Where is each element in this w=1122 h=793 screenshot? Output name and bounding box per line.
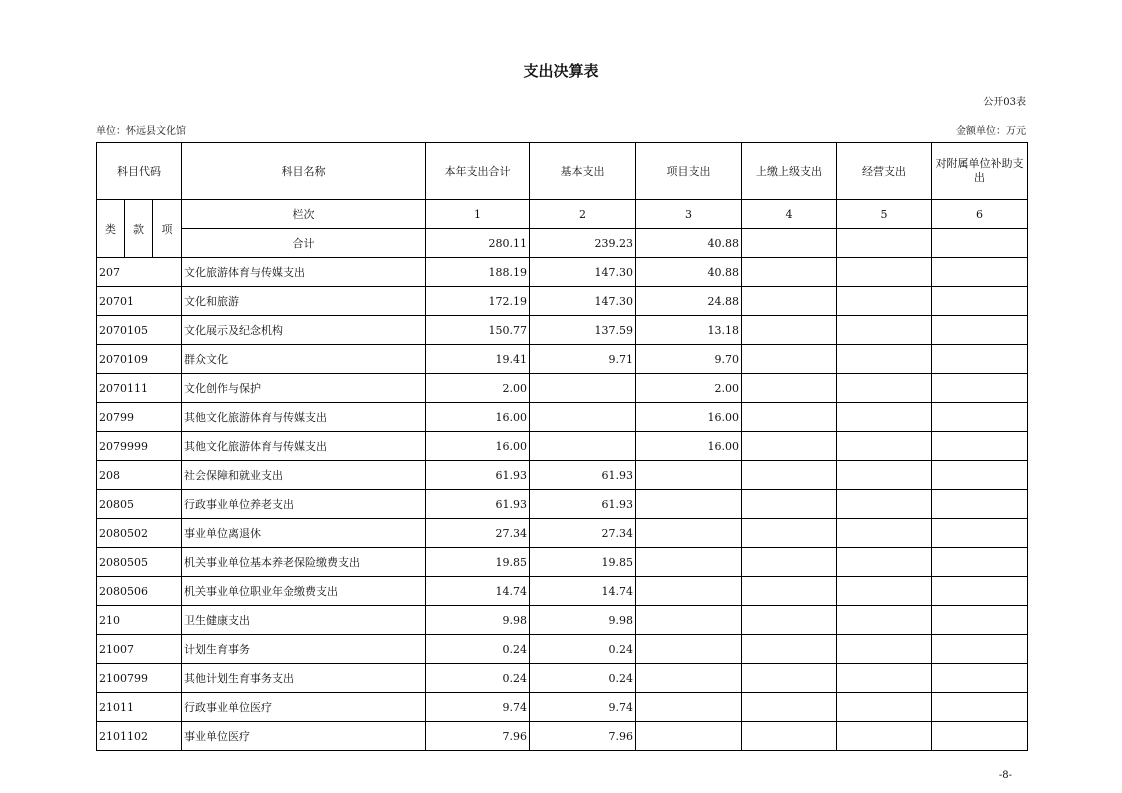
row-subsidy [932,432,1028,461]
table-row [97,403,1028,432]
col-number-5: 5 [837,200,932,229]
row-code: 2080502 [97,519,182,548]
header-upper: 上缴上级支出 [742,143,837,200]
row-subsidy [932,519,1028,548]
row-name: 机关事业单位职业年金缴费支出 [182,577,426,606]
table-row [97,258,1028,287]
row-basic [530,374,636,403]
row-subsidy [932,606,1028,635]
row-upper [742,722,837,751]
money-unit-label: 金额单位：万元 [956,126,1026,137]
page-number: -8- [998,770,1012,781]
row-code: 2070109 [97,345,182,374]
row-business [837,403,932,432]
row-total: 188.19 [426,258,530,287]
row-basic: 147.30 [530,258,636,287]
row-code: 2101102 [97,722,182,751]
row-subsidy [932,345,1028,374]
table-row [97,722,1028,751]
row-subsidy [932,635,1028,664]
row-subsidy [932,548,1028,577]
total-subsidy [932,229,1028,258]
row-total: 9.74 [426,693,530,722]
row-total: 16.00 [426,432,530,461]
row-business [837,548,932,577]
row-basic: 147.30 [530,287,636,316]
page-title: 支出决算表 [523,62,599,80]
header-xiang: 项 [153,200,182,258]
row-business [837,287,932,316]
row-business [837,722,932,751]
header-row [97,143,1028,200]
row-upper [742,635,837,664]
row-name: 其他文化旅游体育与传媒支出 [182,432,426,461]
row-code: 207 [97,258,182,287]
table-row [97,664,1028,693]
row-upper [742,519,837,548]
row-upper [742,287,837,316]
row-total: 14.74 [426,577,530,606]
row-total: 172.19 [426,287,530,316]
table-row [97,548,1028,577]
row-business [837,635,932,664]
row-project: 24.88 [636,287,742,316]
row-basic: 0.24 [530,635,636,664]
row-subsidy [932,693,1028,722]
row-subsidy [932,461,1028,490]
row-total: 0.24 [426,635,530,664]
header-name: 科目名称 [182,143,426,200]
row-basic [530,432,636,461]
table-row [97,490,1028,519]
row-business [837,461,932,490]
row-code: 2070111 [97,374,182,403]
total-row [97,229,1028,258]
row-project [636,490,742,519]
row-name: 其他计划生育事务支出 [182,664,426,693]
table-row [97,345,1028,374]
row-upper [742,548,837,577]
row-upper [742,461,837,490]
row-upper [742,664,837,693]
row-name: 群众文化 [182,345,426,374]
row-subsidy [932,374,1028,403]
row-name: 文化和旅游 [182,287,426,316]
row-basic: 9.74 [530,693,636,722]
table-row [97,432,1028,461]
row-code: 2080505 [97,548,182,577]
col-number-3: 3 [636,200,742,229]
row-basic: 9.98 [530,606,636,635]
row-project [636,606,742,635]
row-upper [742,577,837,606]
row-project [636,693,742,722]
row-project: 16.00 [636,403,742,432]
row-name: 事业单位医疗 [182,722,426,751]
row-code: 2080506 [97,577,182,606]
row-subsidy [932,287,1028,316]
row-code: 2070105 [97,316,182,345]
row-business [837,490,932,519]
row-project: 16.00 [636,432,742,461]
row-code: 20799 [97,403,182,432]
row-business [837,258,932,287]
row-project [636,635,742,664]
row-basic: 61.93 [530,490,636,519]
total-label: 合计 [182,229,426,258]
row-basic: 27.34 [530,519,636,548]
row-name: 文化展示及纪念机构 [182,316,426,345]
row-upper [742,316,837,345]
row-name: 文化旅游体育与传媒支出 [182,258,426,287]
total-basic: 239.23 [530,229,636,258]
row-subsidy [932,316,1028,345]
table-row [97,316,1028,345]
header-total: 本年支出合计 [426,143,530,200]
row-basic [530,403,636,432]
row-name: 文化创作与保护 [182,374,426,403]
row-name: 其他文化旅游体育与传媒支出 [182,403,426,432]
expenditure-table [96,142,1028,751]
row-code: 2100799 [97,664,182,693]
row-project [636,664,742,693]
row-upper [742,693,837,722]
row-name: 卫生健康支出 [182,606,426,635]
row-business [837,577,932,606]
row-subsidy [932,722,1028,751]
row-project: 13.18 [636,316,742,345]
row-upper [742,490,837,519]
row-business [837,606,932,635]
unit-label: 单位：怀远县文化馆 [96,126,186,137]
col-number-6: 6 [932,200,1028,229]
row-business [837,519,932,548]
table-row [97,374,1028,403]
row-code: 2079999 [97,432,182,461]
row-total: 150.77 [426,316,530,345]
row-basic: 9.71 [530,345,636,374]
row-upper [742,258,837,287]
row-total: 16.00 [426,403,530,432]
row-basic: 14.74 [530,577,636,606]
row-upper [742,403,837,432]
row-basic: 7.96 [530,722,636,751]
total-project: 40.88 [636,229,742,258]
row-upper [742,606,837,635]
row-upper [742,374,837,403]
row-project [636,722,742,751]
row-basic: 19.85 [530,548,636,577]
header-project: 项目支出 [636,143,742,200]
table-row [97,635,1028,664]
total-total: 280.11 [426,229,530,258]
row-business [837,316,932,345]
row-name: 机关事业单位基本养老保险缴费支出 [182,548,426,577]
row-code: 21007 [97,635,182,664]
header-code: 科目代码 [97,143,182,200]
row-total: 7.96 [426,722,530,751]
row-code: 208 [97,461,182,490]
row-project [636,519,742,548]
header-basic: 基本支出 [530,143,636,200]
row-project [636,461,742,490]
row-business [837,432,932,461]
row-code: 21011 [97,693,182,722]
row-project [636,548,742,577]
row-code: 210 [97,606,182,635]
row-total: 9.98 [426,606,530,635]
total-upper [742,229,837,258]
row-basic: 0.24 [530,664,636,693]
row-basic: 137.59 [530,316,636,345]
row-total: 0.24 [426,664,530,693]
row-total: 27.34 [426,519,530,548]
row-basic: 61.93 [530,461,636,490]
row-total: 19.85 [426,548,530,577]
row-code: 20805 [97,490,182,519]
column-number-row [97,200,1028,229]
col-number-1: 1 [426,200,530,229]
row-business [837,664,932,693]
table-row [97,693,1028,722]
row-project: 9.70 [636,345,742,374]
row-subsidy [932,490,1028,519]
row-name: 事业单位离退休 [182,519,426,548]
total-business [837,229,932,258]
table-row [97,287,1028,316]
table-row [97,606,1028,635]
row-project: 2.00 [636,374,742,403]
row-subsidy [932,664,1028,693]
table-row [97,519,1028,548]
row-business [837,374,932,403]
row-name: 行政事业单位医疗 [182,693,426,722]
row-subsidy [932,258,1028,287]
form-number: 公开03表 [983,97,1026,108]
col-number-4: 4 [742,200,837,229]
row-business [837,693,932,722]
row-subsidy [932,577,1028,606]
table-row [97,461,1028,490]
row-total: 2.00 [426,374,530,403]
row-code: 20701 [97,287,182,316]
row-business [837,345,932,374]
header-business: 经营支出 [837,143,932,200]
row-upper [742,432,837,461]
row-project [636,577,742,606]
row-name: 社会保障和就业支出 [182,461,426,490]
row-total: 19.41 [426,345,530,374]
row-total: 61.93 [426,490,530,519]
col-number-2: 2 [530,200,636,229]
header-lei: 类 [97,200,125,258]
row-name: 计划生育事务 [182,635,426,664]
row-subsidy [932,403,1028,432]
row-total: 61.93 [426,461,530,490]
table-row [97,577,1028,606]
row-upper [742,345,837,374]
row-project: 40.88 [636,258,742,287]
header-lanci: 栏次 [182,200,426,229]
header-subsidy: 对附属单位补助支出 [932,143,1028,200]
header-kuan: 款 [125,200,153,258]
row-name: 行政事业单位养老支出 [182,490,426,519]
